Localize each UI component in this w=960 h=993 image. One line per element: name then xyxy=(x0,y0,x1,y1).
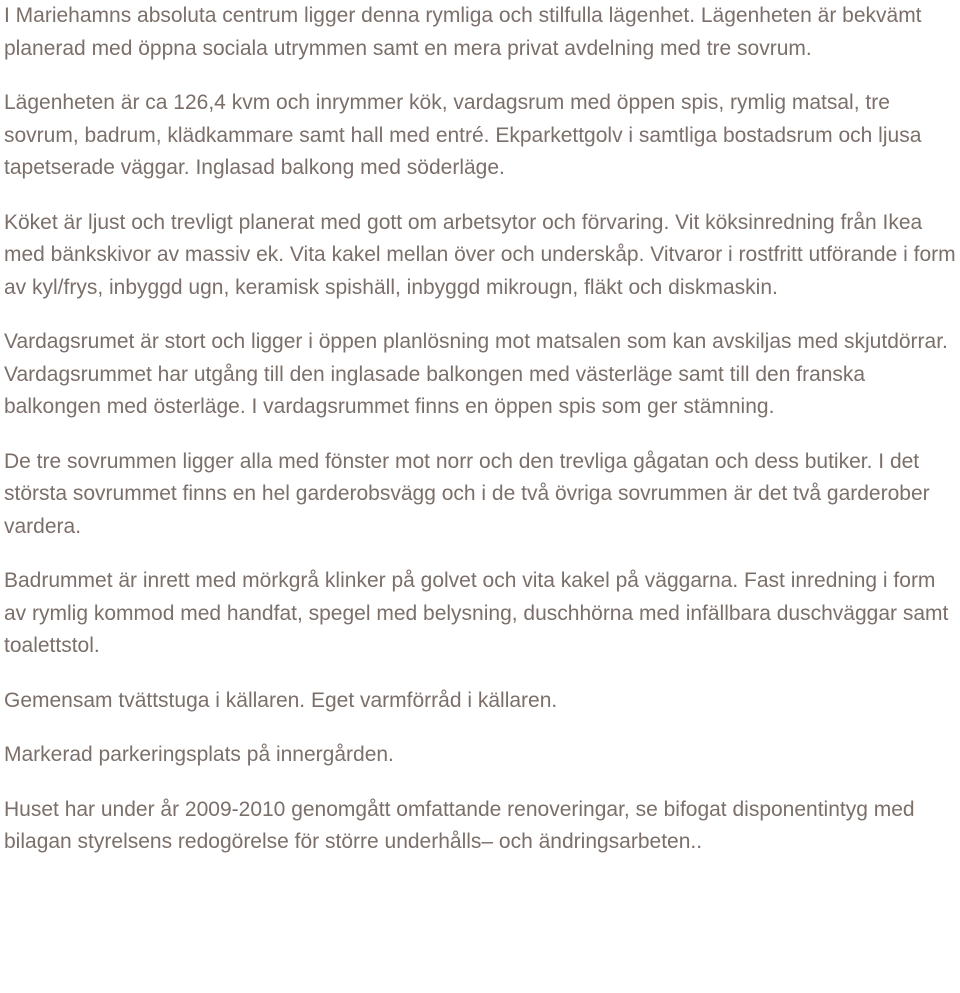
paragraph-parking: Markerad parkeringsplats på innergården. xyxy=(4,743,394,766)
paragraph-bathroom: Badrummet är inrett med mörkgrå klinker på golvet och vita kakel på väggarna. Fast inredning i form av rymlig kommod med handfat, spegel med belysning, duschhörna med infällbara duschväggar samt toalettstol. xyxy=(4,569,949,657)
paragraph-layout: Lägenheten är ca 126,4 kvm och inrymmer kök, vardagsrum med öppen spis, rymlig matsal, tre sovrum, badrum, klädkammare samt hall med entré. Ekparkettgolv i samtliga bostadsrum och ljusa tapetserade väggar. Inglasad balkong med söderläge. xyxy=(4,91,922,179)
paragraph-intro: I Mariehamns absoluta centrum ligger denna rymliga och stilfulla lägenhet. Lägenheten är bekvämt planerad med öppna sociala utrymmen samt en mera privat avdelning med tre sovrum. xyxy=(4,4,922,60)
paragraph-living-room: Vardagsrumet är stort och ligger i öppen planlösning mot matsalen som kan avskiljas med skjutdörrar. Vardagsrummet har utgång till den inglasade balkongen med västerläge samt till den franska balkongen med österläge. I vardagsrummet finns en öppen spis som ger stämning. xyxy=(4,330,948,418)
listing-description xyxy=(4,0,956,859)
paragraph-bedrooms: De tre sovrummen ligger alla med fönster mot norr och den trevliga gågatan och dess butiker. I det största sovrummet finns en hel garderobsvägg och i de två övriga sovrummen är det två garderober vardera. xyxy=(4,449,930,538)
paragraph-kitchen: Köket är ljust och trevligt planerat med gott om arbetsytor och förvaring. Vit köksinredning från Ikea med bänkskivor av massiv ek. Vita kakel mellan över och underskåp. Vitvaror i rostfritt utförande i form av kyl/frys, inbyggd ugn, keramisk spishäll, inbyggd mikrougn, fläkt och diskmaskin. xyxy=(4,210,956,299)
paragraph-renovations: Huset har under år 2009-2010 genomgått omfattande renoveringar, se bifogat disponentintyg med bilagan styrelsens redogörelse för större underhålls– och ändringsarbeten.. xyxy=(4,797,915,853)
paragraph-laundry-storage: Gemensam tvättstuga i källaren. Eget varmförråd i källaren. xyxy=(4,688,558,712)
